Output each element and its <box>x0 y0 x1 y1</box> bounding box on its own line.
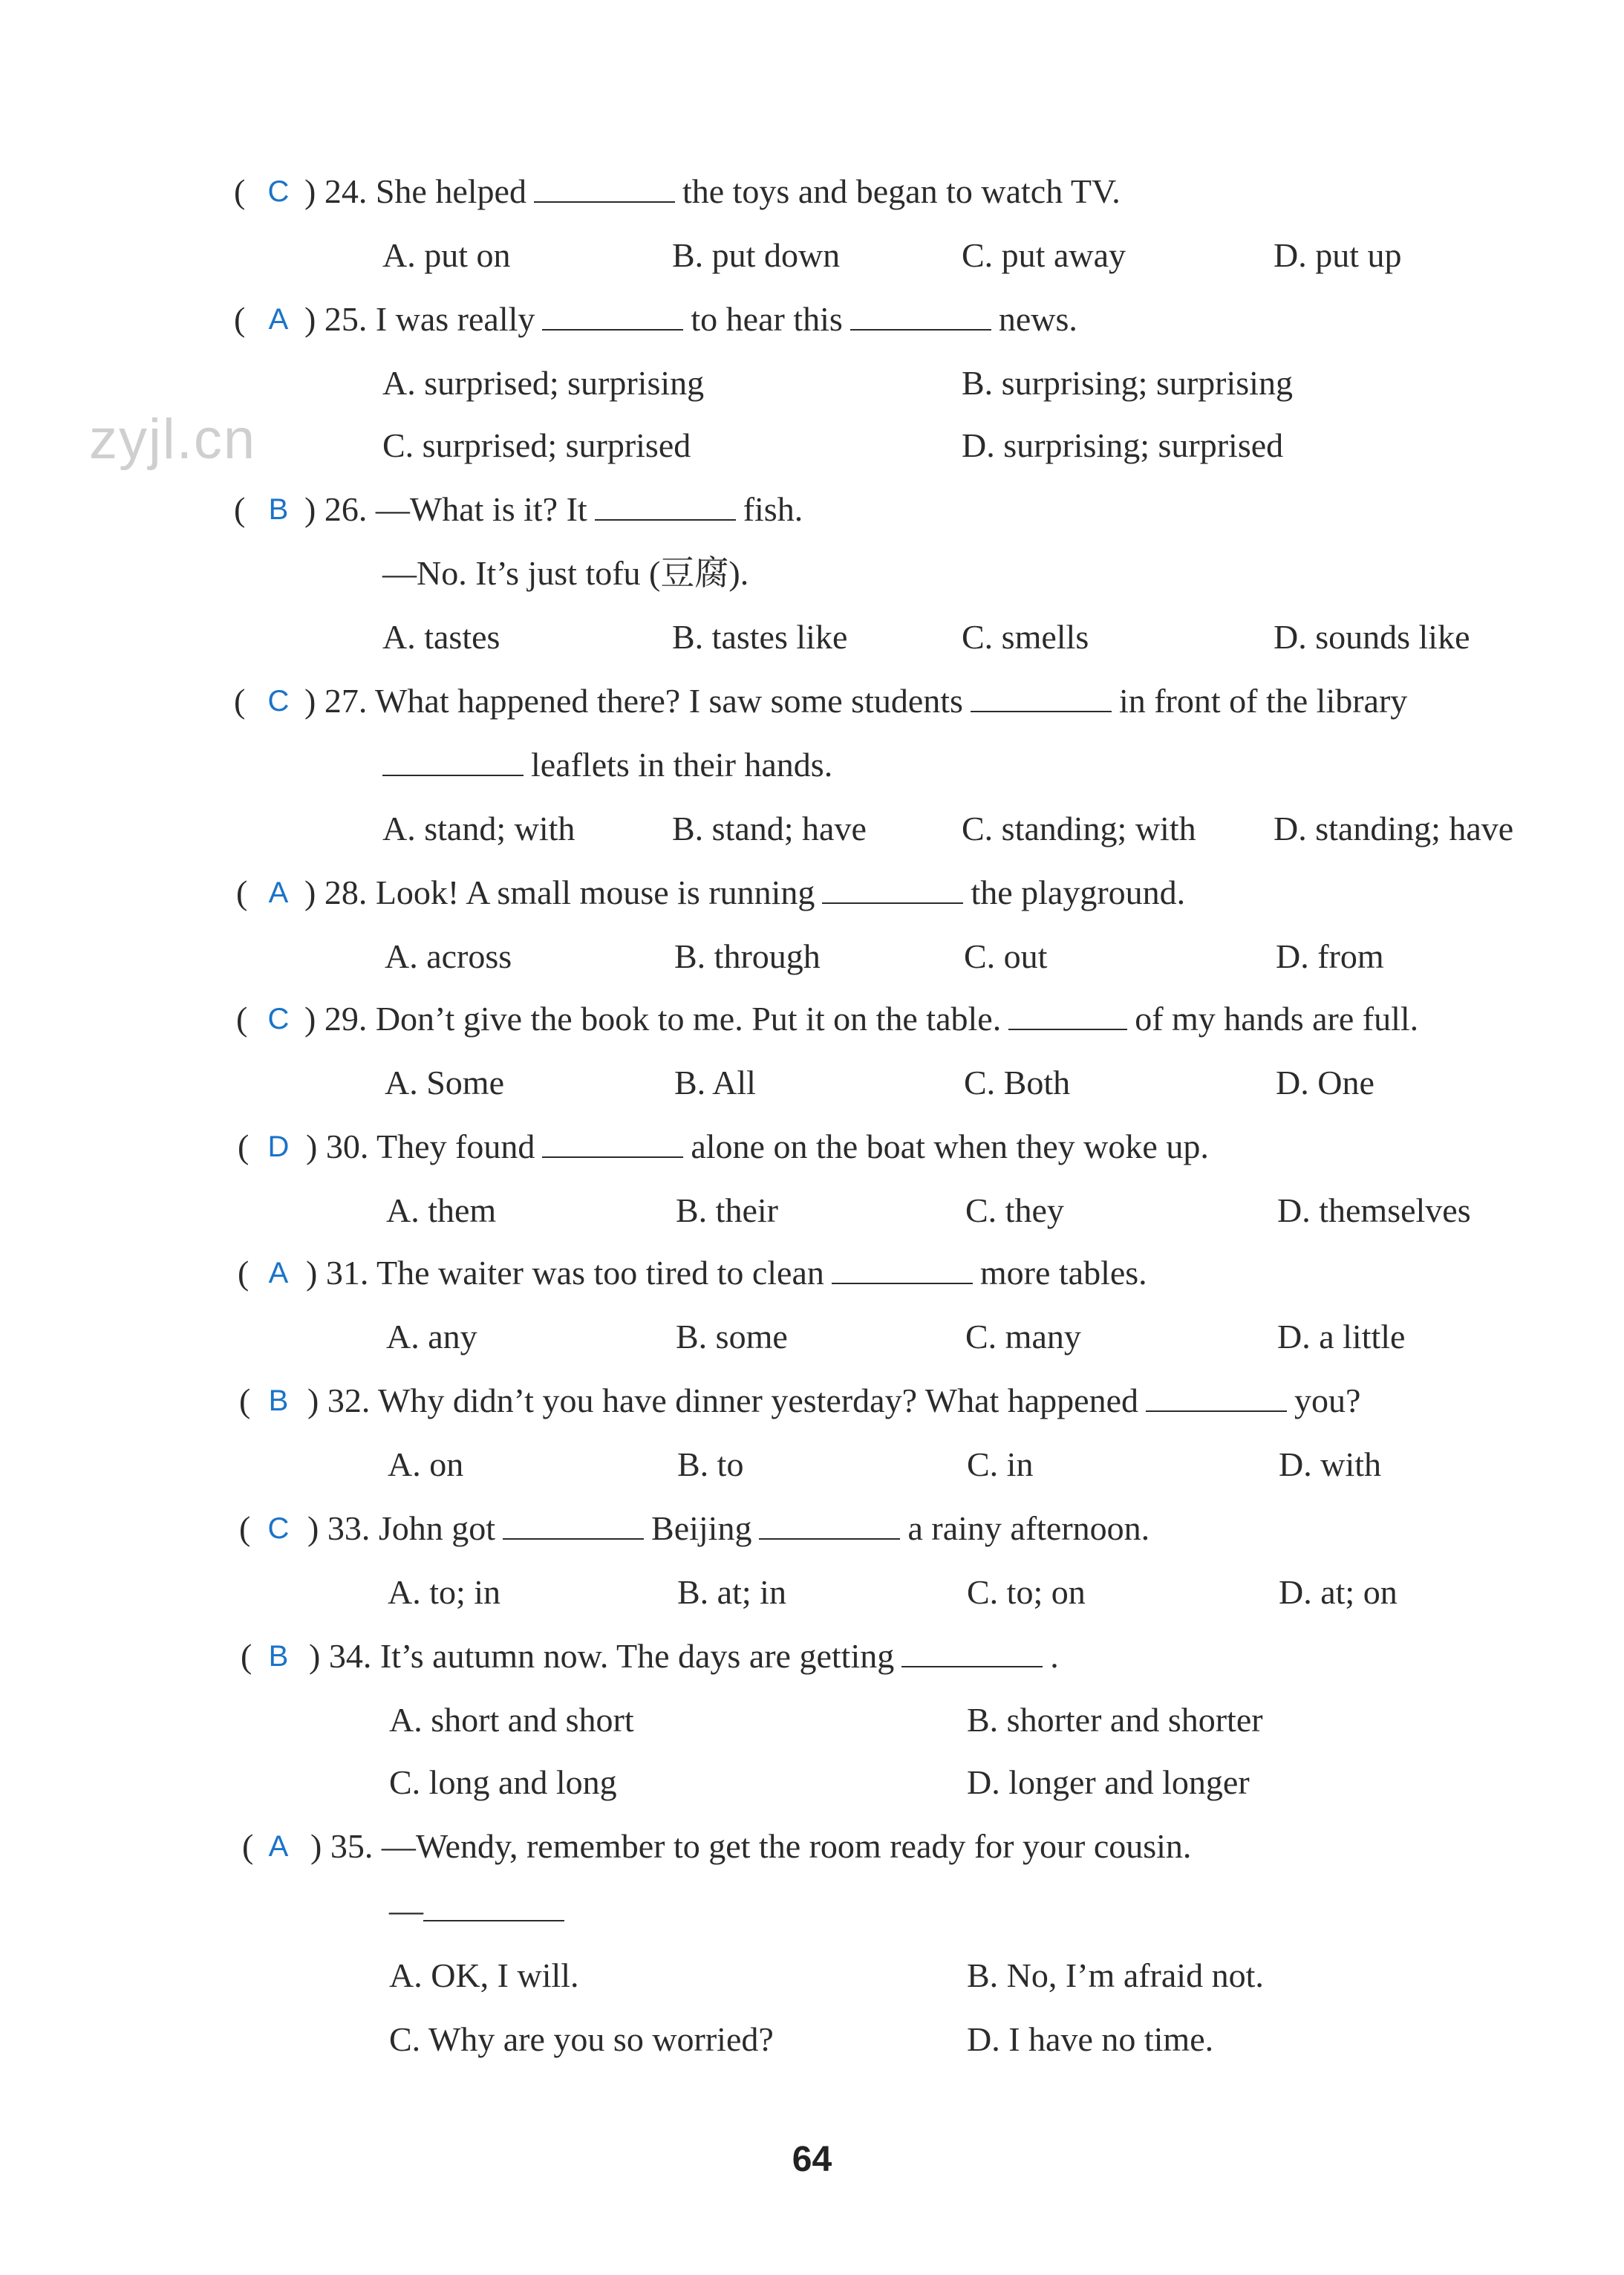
option-d: D. sounds like <box>1274 618 1470 656</box>
option-c: C. put away <box>962 236 1126 274</box>
question-number: 29. <box>324 1000 368 1038</box>
option-d: D. surprising; surprised <box>962 426 1284 464</box>
option-a: A. any <box>386 1318 477 1355</box>
question-number: 24. <box>324 172 368 210</box>
bracket-open: ( <box>234 682 246 720</box>
question-number: 28. <box>324 873 368 911</box>
question-text: leaflets in their hands. <box>375 744 832 786</box>
option-d: D. from <box>1276 937 1384 975</box>
question-number: 30. <box>325 1127 369 1165</box>
option-b: B. their <box>676 1191 778 1229</box>
answer-blank <box>503 1537 644 1540</box>
option-c: C. many <box>965 1318 1081 1355</box>
question-text: ) 27. What happened there? I saw some students in front of the library <box>304 682 1408 720</box>
answer-blank <box>534 201 675 203</box>
option-c: C. surprised; surprised <box>382 426 691 464</box>
answer-mark: D <box>267 1130 290 1163</box>
watermark: zyjl.cn <box>89 408 257 471</box>
option-a: A. them <box>386 1191 497 1229</box>
question-number: 31. <box>325 1254 369 1292</box>
answer-mark: C <box>267 175 290 208</box>
option-d: D. standing; have <box>1274 810 1514 847</box>
option-d: D. themselves <box>1277 1191 1471 1229</box>
answer-mark: A <box>268 1257 289 1289</box>
question-text: —No. It’s just tofu (豆腐). <box>382 554 749 592</box>
option-d: D. I have no time. <box>967 2020 1214 2058</box>
option-c: C. standing; with <box>962 810 1196 847</box>
option-c: C. out <box>964 937 1048 975</box>
answer-blank <box>542 1156 683 1158</box>
answer-mark: A <box>268 876 289 909</box>
option-a: A. Some <box>385 1064 504 1101</box>
answer-mark: B <box>268 493 289 526</box>
question-text: ) 33. John got Beijing a rainy afternoon. <box>307 1509 1150 1547</box>
question-number: 26. <box>324 490 368 528</box>
option-b: B. tastes like <box>672 618 848 656</box>
answer-blank <box>759 1537 900 1540</box>
bracket-open: ( <box>234 300 246 338</box>
question-number: 34. <box>328 1637 372 1675</box>
option-b: B. shorter and shorter <box>967 1701 1263 1739</box>
answer-blank <box>595 518 736 521</box>
option-b: B. No, I’m afraid not. <box>967 1956 1264 1994</box>
answer-blank <box>423 1919 564 1921</box>
question-text: ) 24. She helped the toys and began to watch TV. <box>304 172 1121 210</box>
bracket-open: ( <box>239 1509 251 1547</box>
answer-blank <box>1146 1410 1287 1412</box>
option-b: B. at; in <box>677 1573 786 1611</box>
answer-mark: C <box>267 685 290 717</box>
option-b: B. All <box>674 1064 756 1101</box>
answer-mark: A <box>268 303 289 336</box>
question-text: ) 34. It’s autumn now. The days are getting . <box>309 1637 1059 1675</box>
question-text: ) 25. I was really to hear this news. <box>304 300 1077 338</box>
option-b: B. some <box>676 1318 788 1355</box>
option-d: D. a little <box>1277 1318 1406 1355</box>
option-a: A. tastes <box>382 618 500 656</box>
question-number: 32. <box>327 1381 371 1419</box>
answer-mark: A <box>268 1830 289 1863</box>
option-d: D. at; on <box>1279 1573 1398 1611</box>
option-a: A. on <box>388 1445 464 1483</box>
option-d: D. with <box>1279 1445 1381 1483</box>
option-b: B. stand; have <box>672 810 867 847</box>
answer-blank <box>832 1282 973 1284</box>
question-text: ) 30. They found alone on the boat when they woke up. <box>306 1127 1209 1165</box>
option-d: D. put up <box>1274 236 1402 274</box>
option-a: A. put on <box>382 236 511 274</box>
option-a: A. stand; with <box>382 810 575 847</box>
bracket-open: ( <box>234 172 246 210</box>
answer-mark: C <box>267 1512 290 1545</box>
bracket-open: ( <box>239 1381 251 1419</box>
option-c: C. smells <box>962 618 1089 656</box>
bracket-open: ( <box>238 1254 250 1292</box>
bracket-open: ( <box>236 873 248 911</box>
option-c: C. in <box>967 1445 1034 1483</box>
question-text: — <box>389 1890 572 1931</box>
option-c: C. long and long <box>389 1763 617 1801</box>
answer-blank <box>850 328 991 331</box>
question-text: ) 28. Look! A small mouse is running the playground. <box>304 873 1186 911</box>
answer-mark: C <box>267 1003 290 1035</box>
option-a: A. short and short <box>389 1701 634 1739</box>
option-b: B. through <box>674 937 821 975</box>
question-text: ) 35. —Wendy, remember to get the room ready for your cousin. <box>310 1827 1192 1865</box>
question-number: 25. <box>324 300 368 338</box>
option-b: B. surprising; surprising <box>962 364 1293 402</box>
bracket-open: ( <box>238 1127 250 1165</box>
question-number: 27. <box>324 682 368 720</box>
answer-blank <box>1008 1028 1127 1030</box>
page-number: 64 <box>792 2140 832 2179</box>
option-a: A. OK, I will. <box>389 1956 579 1994</box>
option-d: D. One <box>1276 1064 1374 1101</box>
bracket-open: ( <box>236 1000 248 1038</box>
answer-blank <box>382 774 524 776</box>
answer-mark: B <box>268 1384 289 1417</box>
question-text: ) 29. Don’t give the book to me. Put it on the table. of my hands are full. <box>304 1000 1419 1038</box>
question-text: ) 32. Why didn’t you have dinner yesterday? What happened you? <box>307 1381 1361 1419</box>
option-b: B. put down <box>672 236 841 274</box>
question-text: ) 31. The waiter was too tired to clean more tables. <box>306 1254 1147 1292</box>
answer-blank <box>542 328 683 331</box>
question-text: ) 26. —What is it? It fish. <box>304 490 803 528</box>
option-d: D. longer and longer <box>967 1763 1250 1801</box>
bracket-open: ( <box>241 1637 252 1675</box>
option-c: C. they <box>965 1191 1064 1229</box>
answer-mark: B <box>268 1640 289 1673</box>
answer-blank <box>901 1665 1043 1667</box>
question-number: 35. <box>330 1827 374 1865</box>
bracket-open: ( <box>242 1827 254 1865</box>
answer-blank <box>822 902 963 904</box>
option-a: A. surprised; surprising <box>382 364 705 402</box>
option-a: A. across <box>385 937 512 975</box>
bracket-open: ( <box>234 490 246 528</box>
question-number: 33. <box>327 1509 371 1547</box>
option-c: C. Why are you so worried? <box>389 2020 774 2058</box>
option-b: B. to <box>677 1445 744 1483</box>
answer-blank <box>971 710 1112 712</box>
option-c: C. Both <box>964 1064 1071 1101</box>
option-a: A. to; in <box>388 1573 501 1611</box>
option-c: C. to; on <box>967 1573 1086 1611</box>
